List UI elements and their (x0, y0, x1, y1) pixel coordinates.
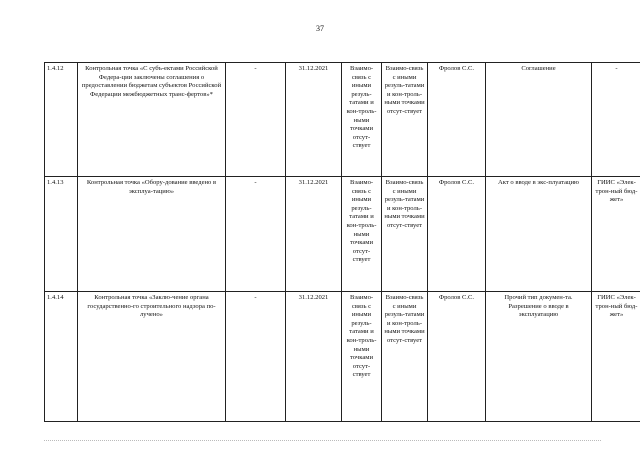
row-number-cell: 1.4.14 (45, 292, 78, 422)
relation-previous-cell: Взаимо-связь с иными резуль-татами и кон-троль-ными точками отсут-ствует (342, 63, 382, 177)
info-system-cell: ГИИС «Элек-трон-ный бюд-жет» (592, 177, 640, 292)
responsible-cell: - (226, 292, 286, 422)
document-type-cell: Соглашение (486, 63, 592, 177)
responsible-person-cell: Фролов С.С. (428, 63, 486, 177)
control-point-name-cell: Контрольная точка «Обору-дование введено в эксплуа-тацию» (78, 177, 226, 292)
responsible-cell: - (226, 63, 286, 177)
date-cell: 31.12.2021 (286, 292, 342, 422)
responsible-person-cell: Фролов С.С. (428, 292, 486, 422)
page-bottom-divider (44, 440, 601, 441)
responsible-cell: - (226, 177, 286, 292)
date-cell: 31.12.2021 (286, 63, 342, 177)
document-type-cell: Прочий тип докумен-та. Разрешение о вводе в эксплуатацию (486, 292, 592, 422)
control-point-name-cell: Контрольная точка «Заклю-чение органа государственно-го строительного надзора по-лучено» (78, 292, 226, 422)
document-type-cell: Акт о вводе в экс-плуатацию (486, 177, 592, 292)
page-number: 37 (316, 24, 324, 33)
control-points-table (44, 62, 640, 422)
control-point-name-cell: Контрольная точка «С субъ-ектами Российской Федера-ции заключены соглашения о предоставлении бюджетам субъектов Российской Федерации межбюджетных транс-фертов»* (78, 63, 226, 177)
info-system-cell: ГИИС «Элек-трон-ный бюд-жет» (592, 292, 640, 422)
table-row (45, 63, 640, 177)
table-row (45, 177, 640, 292)
date-cell: 31.12.2021 (286, 177, 342, 292)
row-number-cell: 1.4.12 (45, 63, 78, 177)
row-number-cell: 1.4.13 (45, 177, 78, 292)
relation-previous-cell: Взаимо-связь с иными резуль-татами и кон-троль-ными точками отсут-ствует (342, 292, 382, 422)
relation-previous-cell: Взаимо-связь с иными резуль-татами и кон-троль-ными точками отсут-ствует (342, 177, 382, 292)
responsible-person-cell: Фролов С.С. (428, 177, 486, 292)
info-system-cell: - (592, 63, 640, 177)
relation-next-cell: Взаимо-связь с иными резуль-татами и кон-троль-ными точками отсут-ствует (382, 177, 428, 292)
relation-next-cell: Взаимо-связь с иными резуль-татами и кон-троль-ными точками отсут-ствует (382, 63, 428, 177)
table-row (45, 292, 640, 422)
relation-next-cell: Взаимо-связь с иными резуль-татами и кон-троль-ными точками отсут-ствует (382, 292, 428, 422)
